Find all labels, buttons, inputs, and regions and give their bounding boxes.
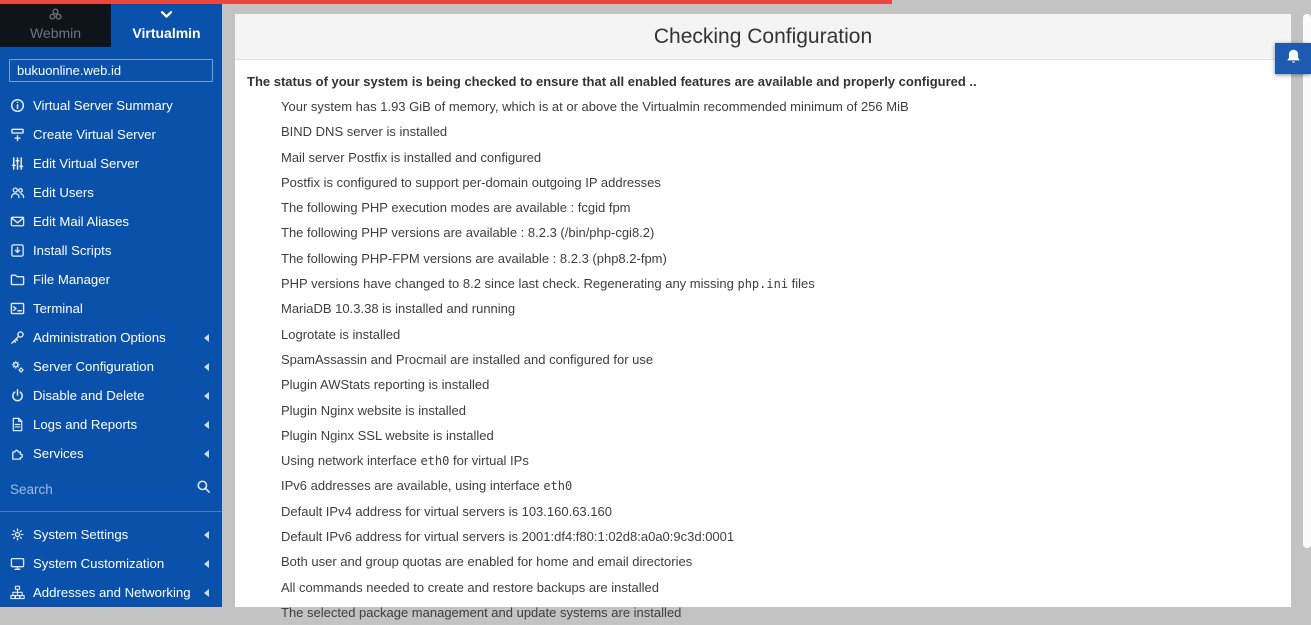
notifications-button[interactable] <box>1275 43 1311 74</box>
terminal-icon <box>10 301 33 316</box>
chevron-left-icon <box>204 421 209 429</box>
search-icon[interactable] <box>196 479 211 499</box>
status-text: Your system has 1.93 GiB of memory, which is at or above the Virtualmin recommended minimum of 256 MiB <box>281 99 909 114</box>
sidebar-item-virtual-server-summary[interactable] <box>0 91 222 120</box>
monitor-icon <box>10 556 33 571</box>
sidebar-item-label: Edit Mail Aliases <box>33 214 130 229</box>
status-text: PHP versions have changed to 8.2 since last check. Regenerating any missing <box>281 276 738 292</box>
sidebar-nav <box>0 91 222 468</box>
sitemap-icon <box>10 585 33 600</box>
scrollbar-thumb[interactable] <box>1303 14 1311 548</box>
status-text: The following PHP-FPM versions are available : 8.2.3 (php8.2-fpm) <box>281 250 667 266</box>
sidebar <box>0 0 222 607</box>
sidebar-item-label: Create Virtual Server <box>33 127 156 142</box>
status-line <box>235 296 1291 321</box>
sidebar-item-label: Virtual Server Summary <box>33 98 173 113</box>
gear-icon <box>10 527 33 542</box>
puzzle-icon <box>10 446 33 461</box>
chevron-left-icon <box>204 531 209 539</box>
status-text: for virtual IPs <box>449 453 529 469</box>
status-line <box>235 195 1291 220</box>
power-icon <box>10 388 33 403</box>
status-text: Default IPv6 address for virtual servers is 2001:df4:f80:1:02d8:a0a0:9c3d:0001 <box>281 529 735 545</box>
chevron-left-icon <box>204 560 209 568</box>
sidebar-item-create-virtual-server[interactable] <box>0 120 222 149</box>
users-icon <box>10 185 33 200</box>
sidebar-item-label: Server Configuration <box>33 359 154 374</box>
sidebar-item-services[interactable] <box>0 439 222 468</box>
sidebar-item-edit-mail-aliases[interactable] <box>0 207 222 236</box>
status-line <box>235 398 1291 423</box>
mono-text: eth0 <box>543 479 573 494</box>
mono-text: php.ini <box>737 277 789 292</box>
sidebar-item-label: Services <box>33 446 84 461</box>
chevron-down-icon <box>159 7 174 22</box>
status-text: IPv6 addresses are available, using interface <box>281 478 544 494</box>
search-input[interactable] <box>10 482 196 497</box>
status-text: Mail server Postfix is installed and configured <box>281 149 542 165</box>
status-intro: The status of your system is being checked to ensure that all enabled features are available and properly configured .. <box>247 74 977 89</box>
sidebar-item-label: Terminal <box>33 301 83 316</box>
status-line <box>235 145 1291 170</box>
chevron-left-icon <box>204 392 209 400</box>
webmin-logo-icon <box>48 7 63 22</box>
sidebar-item-terminal[interactable] <box>0 294 222 323</box>
chevron-left-icon <box>204 589 209 597</box>
status-text: Default IPv4 address for virtual servers is 103.160.63.160 <box>281 503 612 519</box>
sidebar-item-label: Addresses and Networking <box>33 585 191 600</box>
sidebar-item-server-configuration[interactable] <box>0 352 222 381</box>
status-line-list <box>235 94 1291 625</box>
sidebar-item-label: Edit Virtual Server <box>33 156 140 171</box>
status-text: The selected package management and update systems are installed <box>281 604 682 620</box>
status-line <box>235 347 1291 372</box>
sidebar-item-system-settings[interactable] <box>0 520 222 549</box>
status-line <box>235 372 1291 397</box>
chevron-left-icon <box>204 450 209 458</box>
chevron-left-icon <box>204 334 209 342</box>
sidebar-item-label: Install Scripts <box>33 243 112 258</box>
sidebar-item-disable-and-delete[interactable] <box>0 381 222 410</box>
folder-icon <box>10 272 33 287</box>
status-line <box>235 473 1291 498</box>
key-icon <box>10 330 33 345</box>
status-line <box>235 549 1291 574</box>
tab-webmin-label: Webmin <box>29 24 82 41</box>
tab-virtualmin[interactable] <box>111 0 222 47</box>
status-line <box>235 575 1291 600</box>
status-text: BIND DNS server is installed <box>281 124 448 140</box>
status-line <box>235 246 1291 271</box>
page-title: Checking Configuration <box>235 14 1291 60</box>
status-line <box>235 600 1291 625</box>
status-text: Both user and group quotas are enabled for home and email directories <box>281 554 693 570</box>
sidebar-item-label: File Manager <box>33 272 110 287</box>
gears-icon <box>10 359 33 374</box>
tab-virtualmin-label: Virtualmin <box>132 24 201 41</box>
install-icon <box>10 243 33 258</box>
status-text: SpamAssassin and Procmail are installed and configured for use <box>281 351 654 367</box>
sidebar-item-label: System Settings <box>33 527 129 542</box>
sidebar-item-label: Edit Users <box>33 185 94 200</box>
sidebar-item-file-manager[interactable] <box>0 265 222 294</box>
mail-icon <box>10 214 33 229</box>
sidebar-divider <box>0 511 222 512</box>
bell-icon <box>1285 48 1302 70</box>
status-line <box>235 119 1291 144</box>
status-line <box>235 271 1291 296</box>
status-text: MariaDB 10.3.38 is installed and running <box>281 301 516 317</box>
status-text: The following PHP versions are available : 8.2.3 (/bin/php-cgi8.2) <box>281 225 655 241</box>
status-line <box>235 322 1291 347</box>
tab-webmin[interactable] <box>0 0 111 47</box>
status-text: Logrotate is installed <box>281 326 401 342</box>
sidebar-item-system-customization[interactable] <box>0 549 222 578</box>
status-line <box>235 220 1291 245</box>
domain-selector[interactable]: bukuonline.web.id <box>9 59 213 82</box>
mono-text: eth0 <box>420 454 450 469</box>
status-line <box>235 423 1291 448</box>
status-text: Plugin Nginx SSL website is installed <box>281 427 494 443</box>
info-circle-icon <box>10 98 33 113</box>
sidebar-item-label: System Customization <box>33 556 165 571</box>
status-line <box>235 448 1291 473</box>
sidebar-nav-bottom <box>0 520 222 607</box>
sidebar-item-install-scripts[interactable] <box>0 236 222 265</box>
sidebar-item-label: Administration Options <box>33 330 166 345</box>
status-line <box>235 94 1291 119</box>
sidebar-item-administration-options[interactable] <box>0 323 222 352</box>
status-line <box>235 499 1291 524</box>
config-check-output <box>235 60 1291 625</box>
sidebar-item-logs-and-reports[interactable] <box>0 410 222 439</box>
sidebar-item-edit-virtual-server[interactable] <box>0 149 222 178</box>
sidebar-item-label: Disable and Delete <box>33 388 145 403</box>
page-load-progress-bar <box>0 0 892 4</box>
sliders-icon <box>10 156 33 171</box>
status-text: Plugin AWStats reporting is installed <box>281 377 490 393</box>
create-server-icon <box>10 127 33 142</box>
status-line <box>235 524 1291 549</box>
status-text: files <box>788 276 815 292</box>
content-panel <box>235 14 1291 620</box>
sidebar-search <box>0 473 222 505</box>
status-text: Using network interface <box>281 453 421 469</box>
sidebar-item-addresses-and-networking[interactable] <box>0 578 222 607</box>
sidebar-item-edit-users[interactable] <box>0 178 222 207</box>
status-line <box>235 170 1291 195</box>
file-text-icon <box>10 417 33 432</box>
status-text: The following PHP execution modes are available : fcgid fpm <box>281 200 631 216</box>
status-text: All commands needed to create and restore backups are installed <box>281 579 659 595</box>
status-text: Plugin Nginx website is installed <box>281 402 466 418</box>
sidebar-item-label: Logs and Reports <box>33 417 138 432</box>
status-text: Postfix is configured to support per-domain outgoing IP addresses <box>281 174 661 190</box>
sidebar-tabs <box>0 0 222 47</box>
chevron-left-icon <box>204 363 209 371</box>
